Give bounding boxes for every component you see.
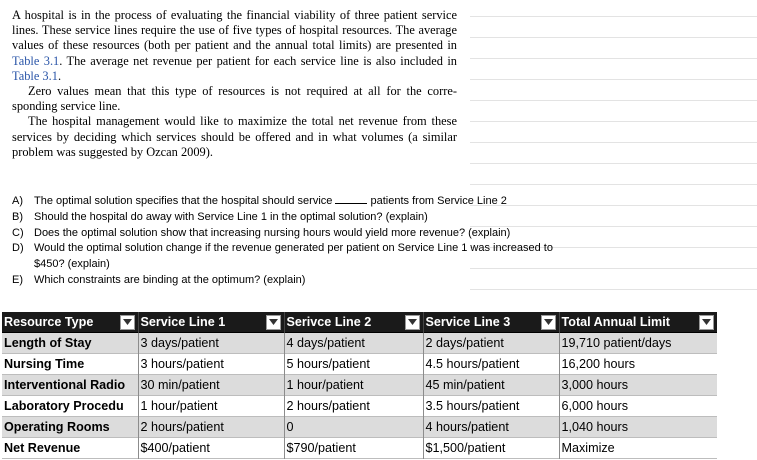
table-cell[interactable]: 1 hour/patient — [138, 396, 284, 417]
table-cell[interactable]: $790/patient — [284, 438, 423, 459]
table-cell[interactable]: Laboratory Procedu — [4, 399, 124, 413]
table-cell[interactable]: 1,040 hours — [559, 417, 717, 438]
chevron-down-icon — [408, 319, 417, 325]
header-service-line-1: Service Line 1 — [138, 312, 284, 333]
header-resource-type: Resource Type — [2, 312, 138, 333]
problem-paragraph-2: Zero values mean that this type of resources is not required at all for the corre-sponding service line. — [12, 84, 457, 114]
question-b: B) Should the hospital do away with Service Line 1 in the optimal solution? (explain) — [12, 210, 428, 223]
table-row — [2, 375, 717, 396]
table-cell[interactable]: Net Revenue — [4, 441, 81, 455]
table-cell[interactable]: Nursing Time — [4, 357, 85, 371]
filter-dropdown-button[interactable] — [405, 315, 420, 330]
problem-statement — [12, 8, 457, 160]
table-cell[interactable]: 4 days/patient — [284, 333, 423, 354]
table-cell[interactable]: 3 hours/patient — [138, 354, 284, 375]
table-cell[interactable]: 3 days/patient — [138, 333, 284, 354]
table-cell[interactable]: Interventional Radio — [2, 375, 138, 396]
table-cell[interactable]: 2 hours/patient — [138, 417, 284, 438]
answer-blank[interactable] — [335, 194, 367, 204]
table-row — [2, 354, 717, 375]
table-cell[interactable]: 4.5 hours/patient — [423, 354, 559, 375]
header-service-line-2: Serivce Line 2 — [284, 312, 423, 333]
table-cell[interactable]: 3,000 hours — [559, 375, 717, 396]
header-total-annual-limit: Total Annual Limit — [559, 312, 717, 333]
table-cell[interactable]: 30 min/patient — [138, 375, 284, 396]
chevron-down-icon — [702, 319, 711, 325]
table-row — [2, 438, 717, 459]
table-cell[interactable]: Length of Stay — [2, 333, 138, 354]
filter-dropdown-button[interactable] — [120, 315, 135, 330]
table-cell[interactable]: 5 hours/patient — [284, 354, 423, 375]
table-cell[interactable]: 6,000 hours — [559, 396, 717, 417]
table-cell[interactable]: $1,500/patient — [423, 438, 559, 459]
table-cell[interactable]: 2 days/patient — [423, 333, 559, 354]
table-cell[interactable]: 3.5 hours/patient — [423, 396, 559, 417]
table-cell[interactable]: 16,200 hours — [559, 354, 717, 375]
table-reference-link[interactable]: Table 3.1 — [12, 53, 60, 68]
table-cell[interactable]: 45 min/patient — [423, 375, 559, 396]
table-cell[interactable]: 0 — [284, 417, 423, 438]
resource-table — [2, 312, 717, 459]
table-cell[interactable]: 1 hour/patient — [284, 375, 423, 396]
table-cell[interactable]: 2 hours/patient — [284, 396, 423, 417]
table-header-row — [2, 312, 717, 333]
question-e: E) Which constraints are binding at the optimum? (explain) — [12, 273, 306, 286]
table-row — [2, 396, 717, 417]
table-reference-link[interactable]: Table 3.1 — [12, 68, 58, 83]
question-a: A) The optimal solution specifies that the hospital should service patients from Service Line 2 — [12, 195, 507, 207]
question-c: C) Does the optimal solution show that increasing nursing hours would yield more revenue? (explain) — [12, 226, 511, 239]
question-list — [12, 194, 572, 289]
table-cell[interactable]: Maximize — [559, 438, 717, 459]
table-row — [2, 417, 717, 438]
table-cell[interactable]: Operating Rooms — [2, 417, 138, 438]
header-service-line-3: Service Line 3 — [423, 312, 559, 333]
filter-dropdown-button[interactable] — [699, 315, 714, 330]
problem-paragraph-1: A hospital is in the process of evaluating the financial viability of three patient service lines. These service lines require the use of five types of hospital resources. The average values of these resources (both per patient and the annual total limits) are presented in Table 3.1. The average net revenue per patient for each service line is also included in Table 3.1. — [12, 8, 457, 83]
filter-dropdown-button[interactable] — [541, 315, 556, 330]
table-cell[interactable]: $400/patient — [138, 438, 284, 459]
chevron-down-icon — [269, 319, 278, 325]
question-d: D) Would the optimal solution change if the revenue generated per patient on Service Line 1 was increased to $450? (explain) — [12, 242, 553, 271]
table-cell[interactable]: 4 hours/patient — [423, 417, 559, 438]
chevron-down-icon — [123, 319, 132, 325]
table-cell[interactable]: 19,710 patient/days — [559, 333, 717, 354]
table-row — [2, 333, 717, 354]
filter-dropdown-button[interactable] — [266, 315, 281, 330]
chevron-down-icon — [544, 319, 553, 325]
problem-paragraph-3: The hospital management would like to maximize the total net revenue from these services by deciding which services should be offered and in what volumes (a similar problem was suggested by Ozcan 2009). — [12, 114, 457, 159]
